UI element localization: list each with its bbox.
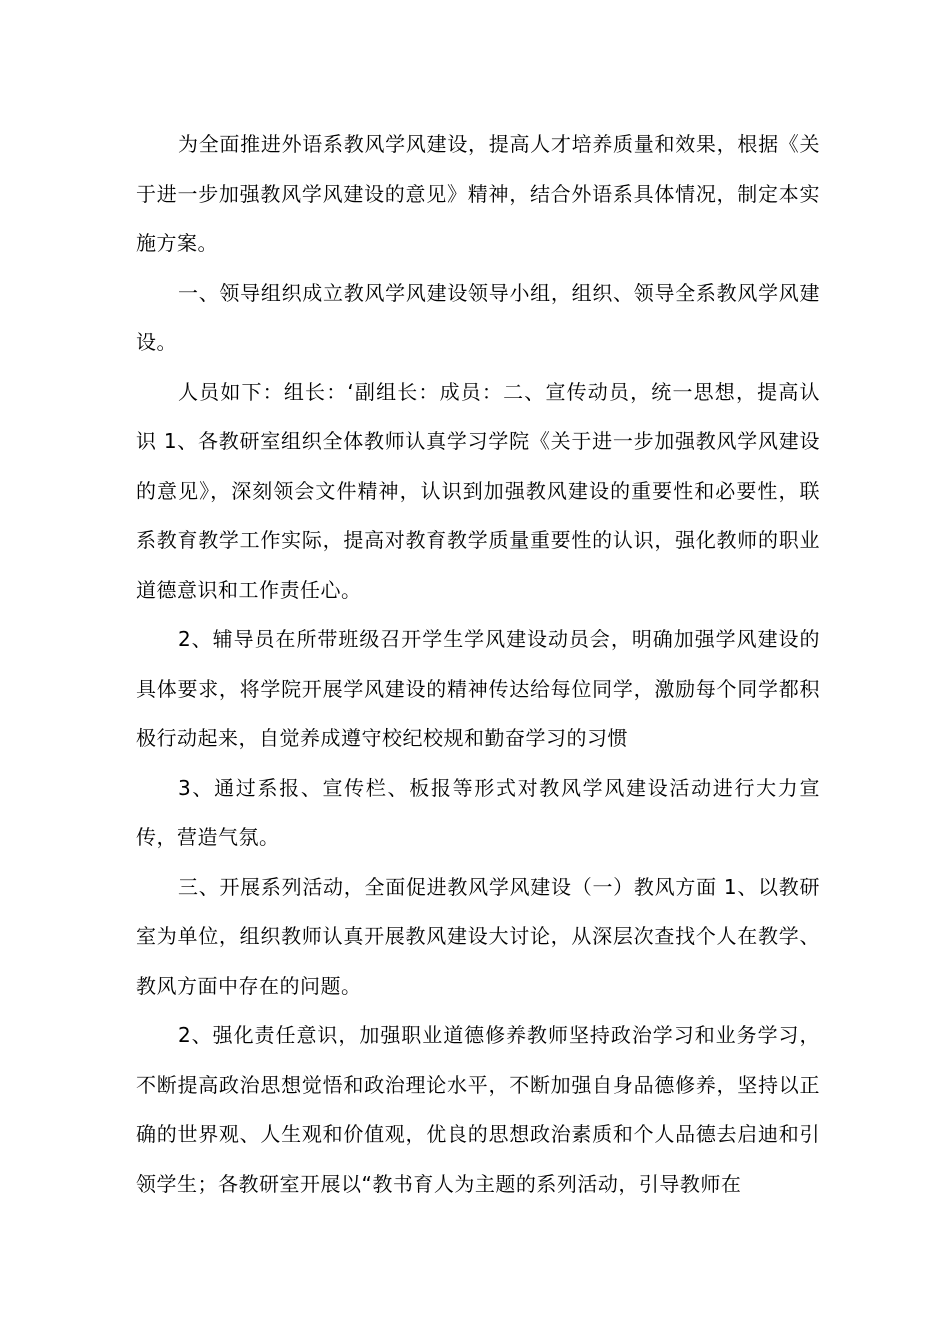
- paragraph-responsibility: 2、强化责任意识，加强职业道德修养教师坚持政治学习和业务学习，不断提高政治思想觉悟和政治理论水平，不断加强自身品德修养，坚持以正确的世界观、人生观和价值观，优良的思想政治素质和个人品德去启迪和引领学生；各教研室开展以“教书育人为主题的系列活动，引导教师在: [136, 1023, 820, 1196]
- paragraph-counselor-meeting: 2、辅导员在所带班级召开学生学风建设动员会，明确加强学风建设的具体要求，将学院开展学风建设的精神传达给每位同学，激励每个同学都积极行动起来，自觉养成遵守校纪校规和勤奋学习的习惯: [136, 627, 820, 750]
- paragraph-intro: 为全面推进外语系教风学风建设，提高人才培养质量和效果，根据《关于进一步加强教风学风建设的意见》精神，结合外语系具体情况，制定本实施方案。: [136, 132, 820, 255]
- paragraph-leadership: 一、领导组织成立教风学风建设领导小组，组织、领导全系教风学风建设。: [136, 280, 820, 354]
- paragraph-activities: 三、开展系列活动，全面促进教风学风建设（一）教风方面 1、以教研室为单位，组织教师认真开展教风建设大讨论，从深层次查找个人在教学、教风方面中存在的问题。: [136, 874, 820, 998]
- document-body: [136, 120, 820, 1209]
- paragraph-publicity-channels: 3、通过系报、宣传栏、板报等形式对教风学风建设活动进行大力宣传，营造气氛。: [136, 775, 820, 849]
- paragraph-personnel-publicity: 人员如下：组长：‘副组长：成员：二、宣传动员，统一思想，提高认识 1、各教研室组织全体教师认真学习学院《关于进一步加强教风学风建设的意见》，深刻领会文件精神，认识到加强教风建设的重要性和必要性，联系教育教学工作实际，提高对教育教学质量重要性的认识，强化教师的职业道德意识和工作责任心。: [136, 379, 820, 602]
